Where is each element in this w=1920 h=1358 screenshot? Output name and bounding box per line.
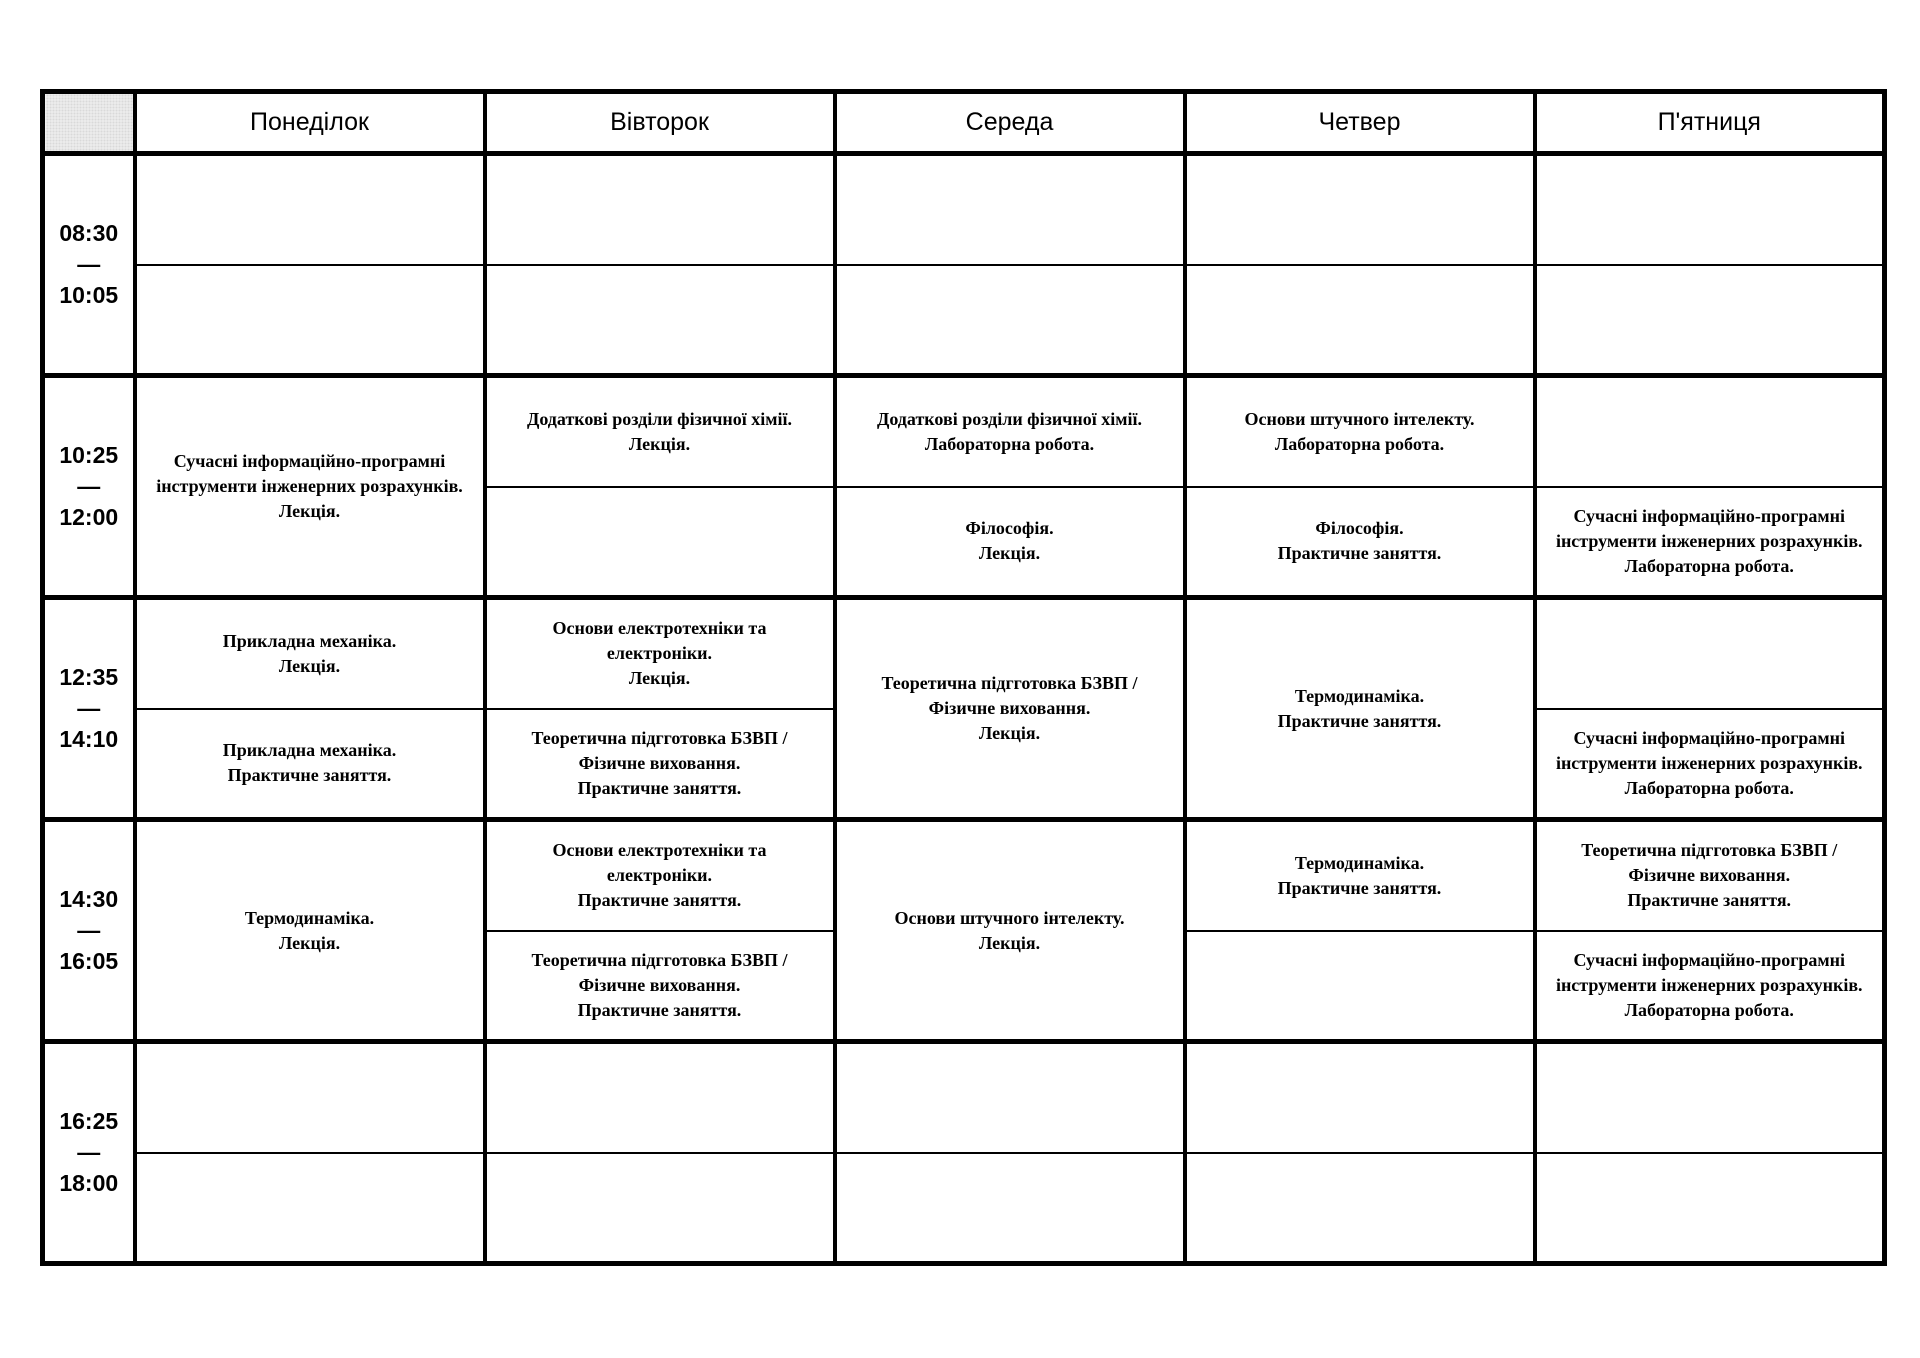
time-start: 10:25 bbox=[59, 442, 119, 468]
lesson-type: Лекція. bbox=[628, 668, 691, 689]
empty-cell bbox=[1185, 1042, 1535, 1153]
time-end: 10:05 bbox=[59, 282, 119, 308]
lesson-subject: Фізичне виховання. bbox=[1628, 865, 1791, 886]
lesson-cell-mon-3b bbox=[135, 709, 485, 820]
empty-cell bbox=[1535, 1042, 1885, 1153]
empty-cell bbox=[485, 154, 835, 265]
time-slot-4 bbox=[43, 820, 135, 1042]
schedule-row bbox=[43, 598, 1885, 709]
lesson-subject: інструменти інженерних розрахунків. bbox=[156, 476, 463, 496]
empty-cell bbox=[1185, 154, 1535, 265]
time-end: 14:10 bbox=[59, 726, 119, 752]
lesson-subject: Філософія. bbox=[1315, 518, 1404, 539]
time-slot-2 bbox=[43, 376, 135, 598]
empty-cell bbox=[1185, 931, 1535, 1042]
lesson-cell-wed-2b bbox=[835, 487, 1185, 598]
empty-cell bbox=[485, 1153, 835, 1264]
lesson-type: Лекція. bbox=[278, 932, 341, 953]
lesson-subject: інструменти інженерних розрахунків. bbox=[1555, 530, 1863, 551]
lesson-cell-wed-3 bbox=[835, 598, 1185, 820]
lesson-cell-fri-2b bbox=[1535, 487, 1885, 598]
empty-cell bbox=[835, 1153, 1185, 1264]
time-separator: — bbox=[77, 251, 101, 277]
schedule-table bbox=[40, 89, 1887, 1266]
empty-cell bbox=[135, 1153, 485, 1264]
lesson-type: Лекція. bbox=[978, 932, 1041, 953]
lesson-cell-thu-3 bbox=[1185, 598, 1535, 820]
lesson-type: Лекція. bbox=[278, 501, 341, 521]
time-end: 12:00 bbox=[59, 504, 119, 530]
lesson-type: Лабораторна робота. bbox=[1624, 999, 1794, 1020]
empty-cell bbox=[1185, 265, 1535, 376]
empty-cell bbox=[485, 265, 835, 376]
lesson-type: Практичне заняття. bbox=[227, 765, 392, 786]
lesson-type: Лекція. bbox=[978, 723, 1041, 743]
time-separator: — bbox=[77, 1139, 101, 1165]
lesson-type: Практичне заняття. bbox=[577, 890, 742, 911]
lesson-subject: Додаткові розділи фізичної хімії. bbox=[526, 408, 793, 429]
time-end: 16:05 bbox=[59, 948, 119, 974]
lesson-subject: Додаткові розділи фізичної хімії. bbox=[876, 408, 1143, 429]
lesson-subject: Прикладна механіка. bbox=[222, 740, 397, 761]
time-slot-1 bbox=[43, 154, 135, 376]
lesson-subject: Термодинаміка. bbox=[1294, 852, 1425, 873]
lesson-type: Лабораторна робота. bbox=[1624, 777, 1794, 798]
lesson-subject: Прикладна механіка. bbox=[222, 630, 397, 651]
empty-cell bbox=[835, 154, 1185, 265]
lesson-cell-thu-4a bbox=[1185, 820, 1535, 931]
lesson-subject: Фізичне виховання. bbox=[578, 974, 741, 995]
time-end: 18:00 bbox=[59, 1170, 119, 1196]
lesson-type: Практичне заняття. bbox=[1627, 890, 1792, 911]
lesson-type: Лекція. bbox=[278, 655, 341, 676]
day-header-monday: Понеділок bbox=[135, 92, 485, 154]
time-start: 12:35 bbox=[59, 664, 119, 690]
schedule-row bbox=[43, 1153, 1885, 1264]
time-start: 08:30 bbox=[59, 220, 119, 246]
lesson-subject: Філософія. bbox=[965, 518, 1054, 539]
lesson-cell-mon-3a bbox=[135, 598, 485, 709]
empty-cell bbox=[1535, 154, 1885, 265]
time-slot-3 bbox=[43, 598, 135, 820]
day-header-friday: П'ятниця bbox=[1535, 92, 1885, 154]
time-start: 16:25 bbox=[59, 1108, 119, 1134]
empty-cell bbox=[835, 265, 1185, 376]
lesson-subject: Термодинаміка. bbox=[244, 907, 375, 928]
lesson-cell-wed-2a bbox=[835, 376, 1185, 487]
day-header-thursday: Четвер bbox=[1185, 92, 1535, 154]
header-row bbox=[43, 92, 1885, 154]
lesson-type: Лабораторна робота. bbox=[1274, 433, 1445, 454]
schedule-row bbox=[43, 265, 1885, 376]
lesson-type: Практичне заняття. bbox=[577, 777, 742, 798]
day-header-wednesday: Середа bbox=[835, 92, 1185, 154]
empty-cell bbox=[1535, 598, 1885, 709]
lesson-type: Лабораторна робота. bbox=[924, 433, 1095, 454]
lesson-subject: Теоретична підгготовка БЗВП / bbox=[881, 673, 1138, 693]
lesson-subject: Фізичне виховання. bbox=[578, 752, 741, 773]
schedule-row bbox=[43, 1042, 1885, 1153]
time-separator: — bbox=[77, 917, 101, 943]
empty-cell bbox=[135, 1042, 485, 1153]
lesson-subject: інструменти інженерних розрахунків. bbox=[1555, 752, 1863, 773]
empty-cell bbox=[1535, 265, 1885, 376]
lesson-type: Лабораторна робота. bbox=[1624, 555, 1794, 576]
lesson-cell-mon-2 bbox=[135, 376, 485, 598]
lesson-subject: Теоретична підгготовка БЗВП / bbox=[1581, 840, 1838, 861]
lesson-subject: електроніки. bbox=[606, 865, 713, 886]
lesson-type: Практичне заняття. bbox=[1277, 710, 1442, 731]
lesson-type: Практичне заняття. bbox=[1277, 543, 1442, 564]
lesson-cell-wed-4 bbox=[835, 820, 1185, 1042]
time-slot-5 bbox=[43, 1042, 135, 1264]
lesson-cell-tue-4a bbox=[485, 820, 835, 931]
day-header-tuesday: Вівторок bbox=[485, 92, 835, 154]
lesson-subject: Сучасні інформаційно-програмні bbox=[1573, 949, 1846, 970]
lesson-cell-mon-4 bbox=[135, 820, 485, 1042]
lesson-type: Лекція. bbox=[978, 543, 1041, 564]
lesson-subject: Сучасні інформаційно-програмні bbox=[1573, 727, 1846, 748]
empty-cell bbox=[835, 1042, 1185, 1153]
empty-cell bbox=[1535, 376, 1885, 487]
empty-cell bbox=[135, 154, 485, 265]
lesson-subject: електроніки. bbox=[606, 643, 713, 664]
time-separator: — bbox=[77, 473, 101, 499]
lesson-type: Практичне заняття. bbox=[577, 999, 742, 1020]
lesson-subject: Основи електротехніки та bbox=[552, 840, 767, 861]
lesson-subject: Сучасні інформаційно-програмні bbox=[1573, 505, 1846, 526]
lesson-cell-fri-4b bbox=[1535, 931, 1885, 1042]
lesson-cell-fri-3b bbox=[1535, 709, 1885, 820]
lesson-cell-fri-4a bbox=[1535, 820, 1885, 931]
lesson-cell-tue-3b bbox=[485, 709, 835, 820]
lesson-subject: Основи штучного інтелекту. bbox=[1244, 408, 1475, 429]
lesson-type: Практичне заняття. bbox=[1277, 877, 1442, 898]
lesson-subject: Основи штучного інтелекту. bbox=[894, 907, 1125, 928]
time-start: 14:30 bbox=[59, 886, 119, 912]
empty-cell bbox=[1185, 1153, 1535, 1264]
lesson-cell-thu-2b bbox=[1185, 487, 1535, 598]
lesson-subject: інструменти інженерних розрахунків. bbox=[1555, 974, 1863, 995]
lesson-subject: Фізичне виховання. bbox=[928, 698, 1091, 718]
lesson-subject: Сучасні інформаційно-програмні bbox=[173, 451, 446, 471]
lesson-subject: Теоретична підгготовка БЗВП / bbox=[531, 949, 788, 970]
empty-cell bbox=[135, 265, 485, 376]
lesson-subject: Термодинаміка. bbox=[1294, 685, 1425, 706]
empty-cell bbox=[485, 1042, 835, 1153]
lesson-cell-tue-2a bbox=[485, 376, 835, 487]
lesson-cell-tue-3a bbox=[485, 598, 835, 709]
lesson-cell-thu-2a bbox=[1185, 376, 1535, 487]
lesson-subject: Теоретична підгготовка БЗВП / bbox=[531, 727, 788, 748]
schedule-row bbox=[43, 154, 1885, 265]
lesson-type: Лекція. bbox=[628, 433, 691, 454]
lesson-subject: Основи електротехніки та bbox=[552, 618, 767, 639]
corner-cell bbox=[43, 92, 135, 154]
empty-cell bbox=[485, 487, 835, 598]
time-separator: — bbox=[77, 695, 101, 721]
schedule-row bbox=[43, 820, 1885, 931]
schedule-row bbox=[43, 376, 1885, 487]
lesson-cell-tue-4b bbox=[485, 931, 835, 1042]
empty-cell bbox=[1535, 1153, 1885, 1264]
